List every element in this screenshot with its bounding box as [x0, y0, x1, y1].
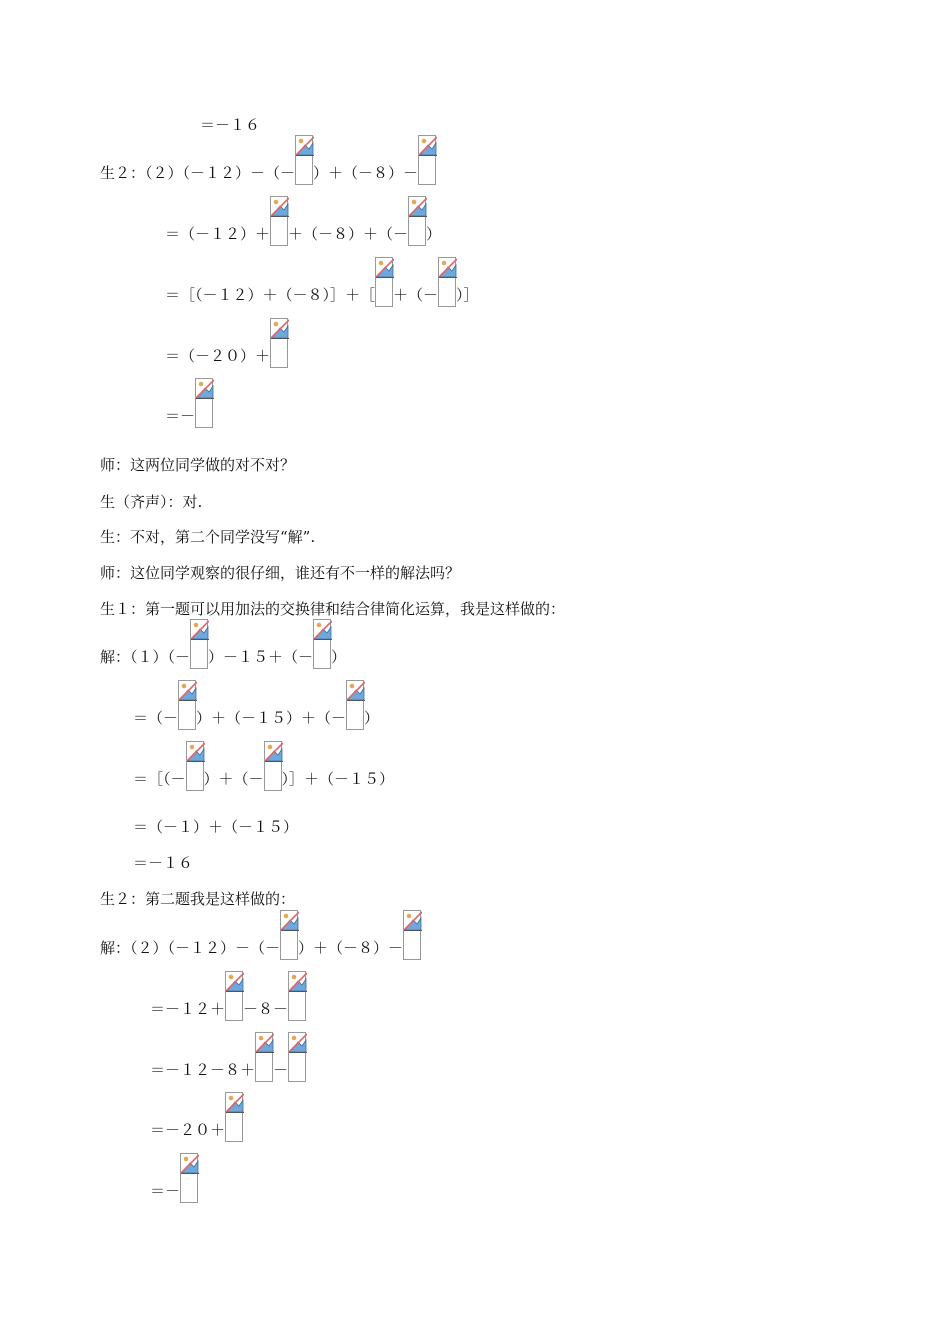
text: ）	[331, 648, 347, 666]
line-19	[150, 999, 306, 1021]
text: ＝－１２－８＋	[150, 1061, 256, 1079]
text: ）＋（－１５）＋（－	[196, 709, 347, 727]
text: ＝［（－１２）＋（－８）］＋［	[165, 286, 376, 304]
text: ＝－１６	[133, 854, 194, 872]
line-12	[100, 647, 346, 669]
text: 生２：（２）（－１２）－（－	[100, 164, 296, 182]
line-2	[100, 163, 436, 185]
text: ）＋（－	[203, 770, 264, 788]
fraction-image-icon	[375, 257, 393, 307]
fraction-image-icon	[270, 196, 288, 246]
line-20	[150, 1060, 306, 1082]
text: ）－１５＋（－	[208, 648, 314, 666]
line-8	[100, 492, 202, 512]
line-9	[100, 527, 315, 547]
fraction-image-icon	[225, 1092, 243, 1142]
text: －８－	[243, 1000, 289, 1018]
fraction-image-icon	[270, 318, 288, 368]
line-18	[100, 938, 421, 960]
fraction-image-icon	[313, 619, 331, 669]
line-17	[100, 889, 295, 909]
text: ＝（－１２）＋	[165, 225, 271, 243]
fraction-image-icon	[408, 196, 426, 246]
text: ＝－１６	[200, 116, 261, 134]
text: 解：（１）（－	[100, 648, 191, 666]
fraction-image-icon	[225, 971, 243, 1021]
text: 师：这两位同学做的对不对？	[100, 456, 296, 474]
text: ＋（－８）＋（－	[288, 225, 409, 243]
line-15	[133, 817, 298, 837]
fraction-image-icon	[190, 619, 208, 669]
fraction-image-icon	[186, 741, 204, 791]
line-13	[133, 708, 379, 730]
line-5	[165, 346, 288, 368]
text: ＋（－	[393, 286, 439, 304]
fraction-image-icon	[295, 135, 313, 185]
fraction-image-icon	[195, 378, 213, 428]
text: ＝［（－	[133, 770, 186, 788]
fraction-image-icon	[264, 741, 282, 791]
text: 生２：第二题我是这样做的：	[100, 890, 296, 908]
text: ）＋（－８）－	[313, 164, 419, 182]
text: ＝－１２＋	[150, 1000, 226, 1018]
text: 师：这位同学观察的很仔细，谁还有不一样的解法吗？	[100, 564, 461, 582]
line-14	[133, 769, 394, 791]
text: ）］＋（－１５）	[281, 770, 395, 788]
text: 生（齐声）：对.	[100, 493, 203, 511]
fraction-image-icon	[255, 1032, 273, 1082]
line-3	[165, 224, 441, 246]
text: ＝（－２０）＋	[165, 347, 271, 365]
fraction-image-icon	[438, 257, 456, 307]
text: ＝（－	[133, 709, 179, 727]
text: ）	[426, 225, 442, 243]
fraction-image-icon	[346, 680, 364, 730]
fraction-image-icon	[280, 910, 298, 960]
line-4	[165, 285, 479, 307]
text: 生１：第一题可以用加法的交换律和结合律简化运算，我是这样做的：	[100, 600, 566, 618]
fraction-image-icon	[403, 910, 421, 960]
line-11	[100, 599, 565, 619]
fraction-image-icon	[288, 1032, 306, 1082]
text: ）	[364, 709, 380, 727]
line-1	[200, 115, 260, 135]
fraction-image-icon	[180, 1153, 198, 1203]
line-7	[100, 455, 295, 475]
fraction-image-icon	[418, 135, 436, 185]
line-6	[165, 406, 213, 428]
text: ＝（－１）＋（－１５）	[133, 818, 299, 836]
line-21	[150, 1120, 243, 1142]
text: 解：（２）（－１２）－（－	[100, 939, 281, 957]
line-10	[100, 563, 460, 583]
text: ）］	[456, 286, 479, 304]
fraction-image-icon	[178, 680, 196, 730]
text: ）＋（－８）－	[298, 939, 404, 957]
text: 生：不对，第二个同学没写“解”.	[100, 528, 316, 546]
text: ＝－	[150, 1182, 181, 1200]
line-22	[150, 1181, 198, 1203]
line-16	[133, 853, 193, 873]
text: －	[273, 1061, 289, 1079]
fraction-image-icon	[288, 971, 306, 1021]
text: ＝－	[165, 407, 196, 425]
text: ＝－２０＋	[150, 1121, 226, 1139]
